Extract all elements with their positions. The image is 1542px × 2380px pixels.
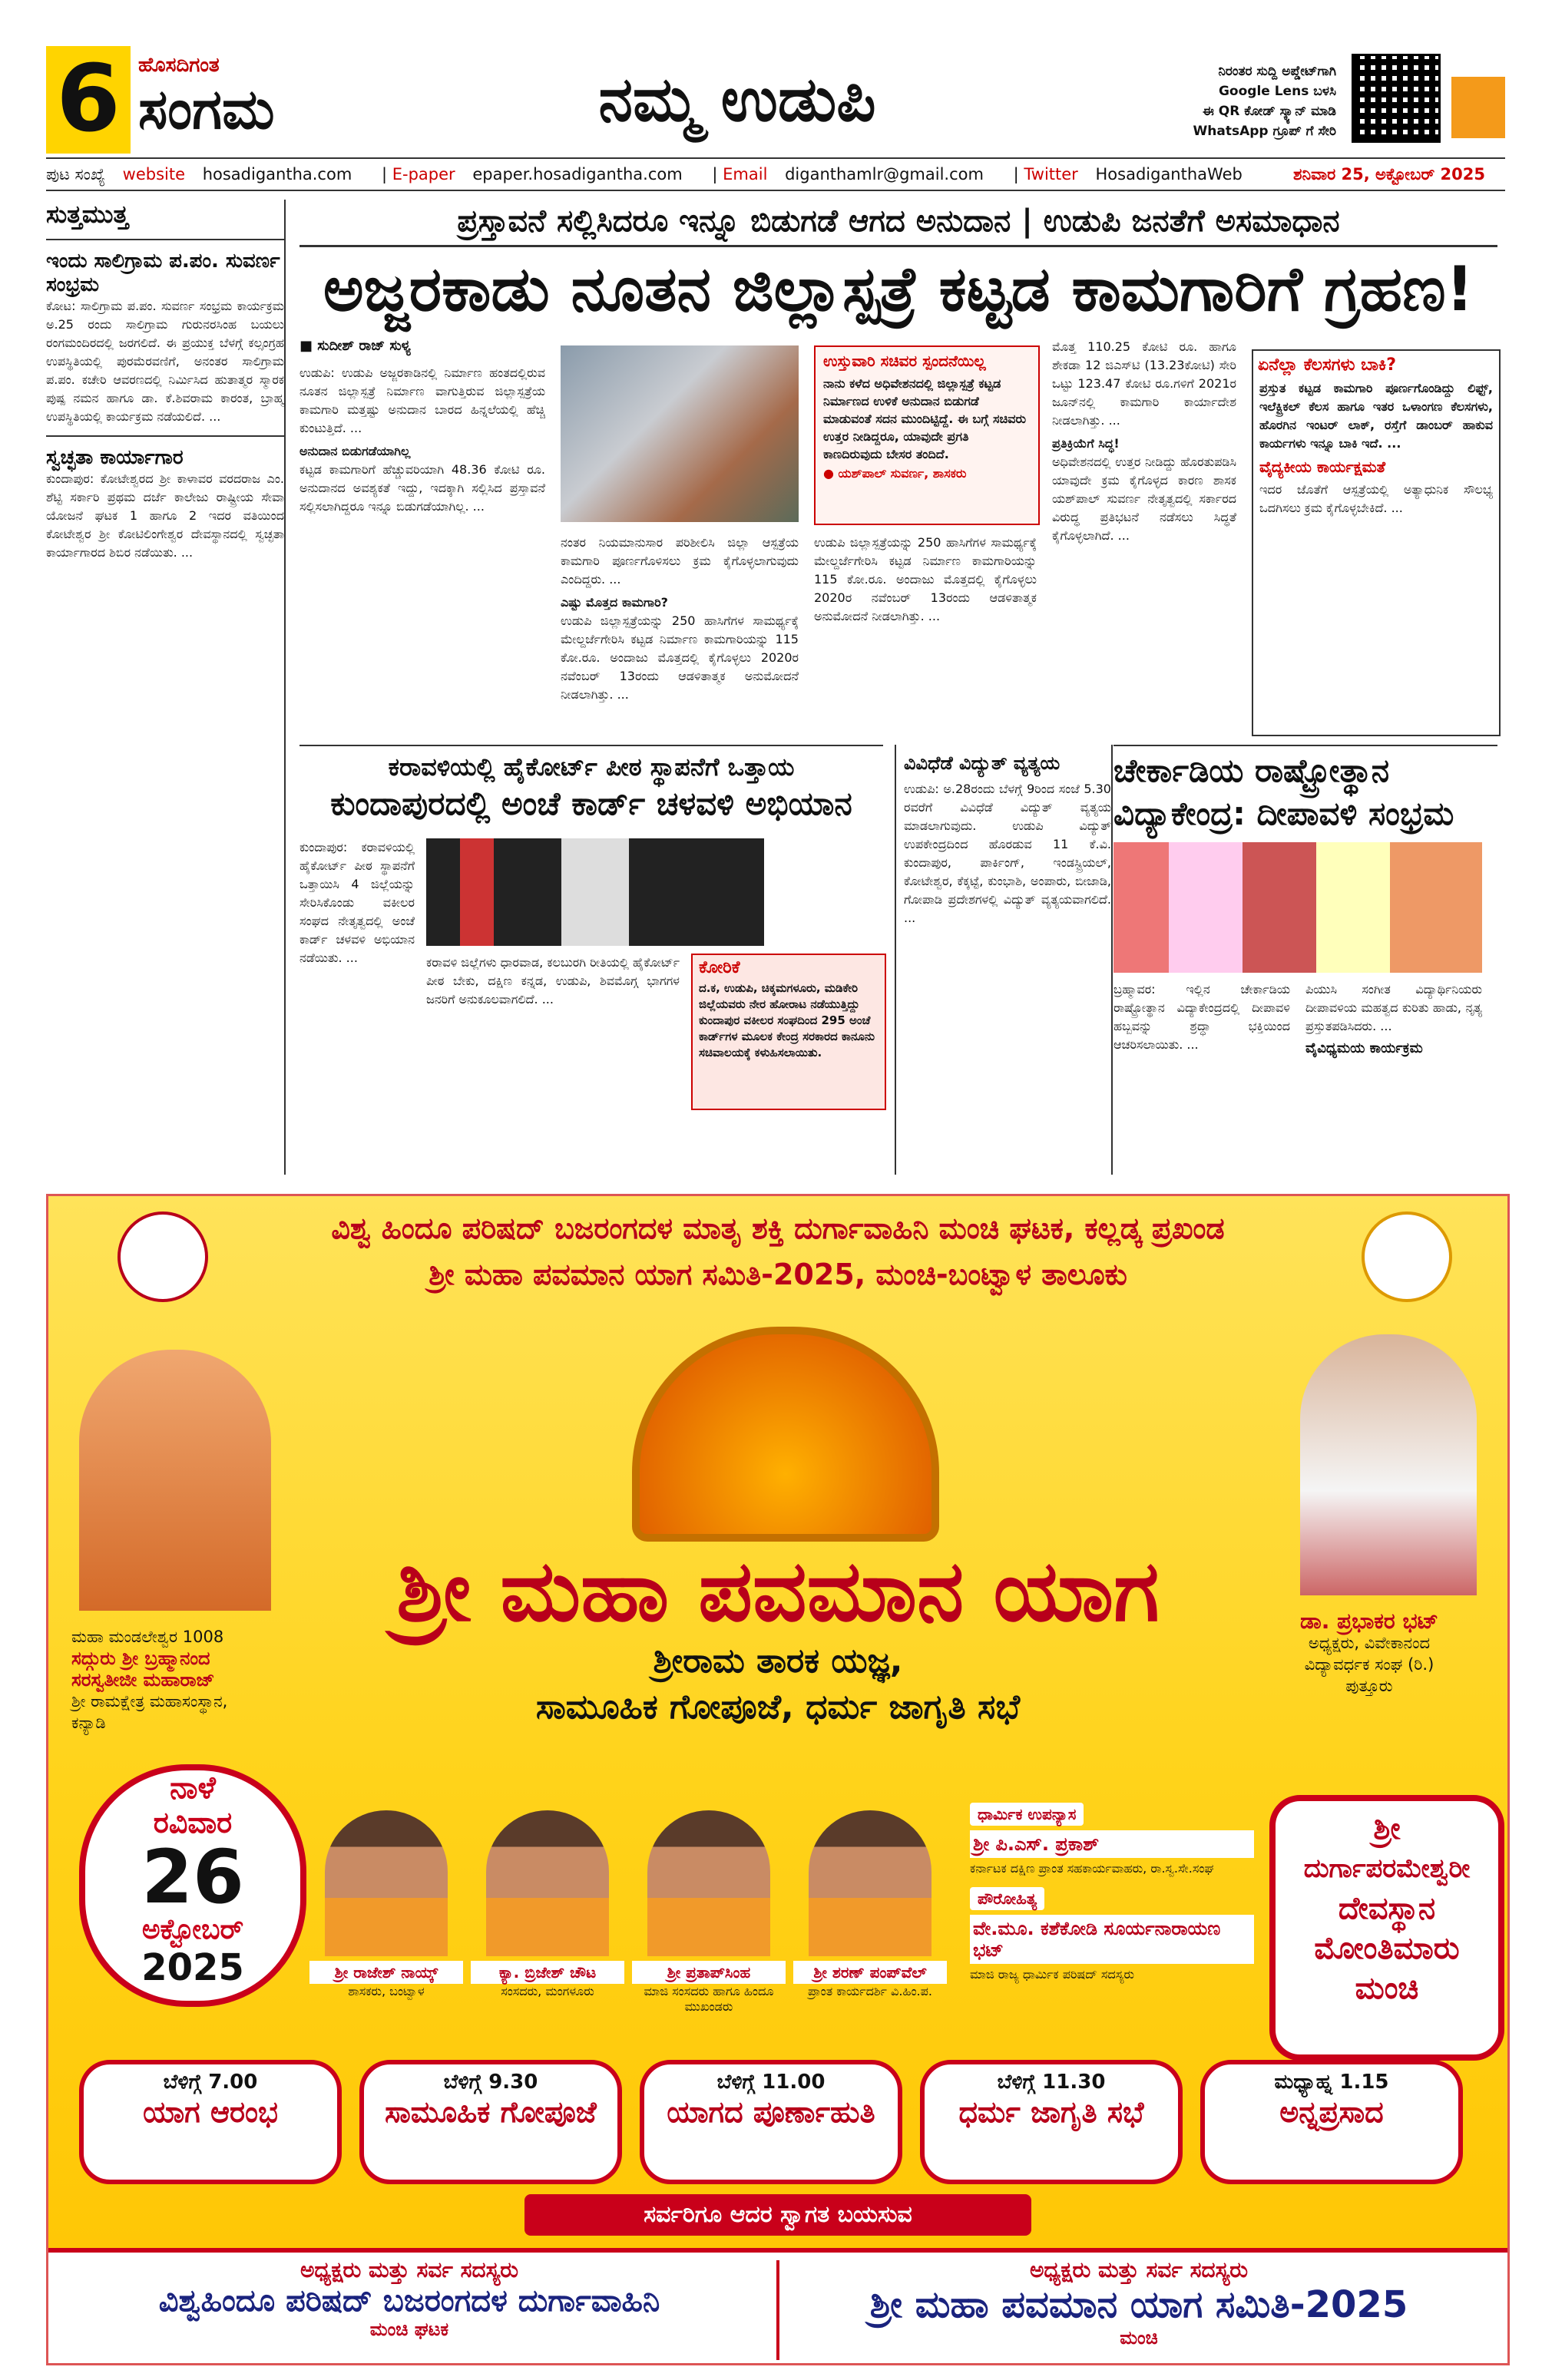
story-column <box>814 534 1037 626</box>
priest-name: ವೇ.ಮೂ. ಕಶೆಕೋಡಿ ಸೂರ್ಯನಾರಾಯಣ ಭಟ್ <box>970 1915 1254 1964</box>
ad-footer <box>48 2248 1507 2365</box>
ad-organizer: ವಿಶ್ವ ಹಿಂದೂ ಪರಿಷದ್ ಬಜರಂಗದಳ ಮಾತೃ ಶಕ್ತಿ ದುರ್ಗಾವಾಹಿನಿ ಮಂಚಿ ಘಟಕ, ಕಲ್ಲಡ್ಕ ಪ್ರಖಂಡ <box>331 1211 1225 1245</box>
year-label: 2025 <box>141 1946 244 1989</box>
venue-line: ಮಂಚಿ <box>1355 1971 1419 2006</box>
venue-line: ದುರ್ಗಾಪರಮೇಶ್ವರೀ <box>1303 1853 1471 1884</box>
info-bar: ಪುಟ ಸಂಖ್ಯೆ website hosadigantha.com | E-paper epaper.hosadigantha.com | Email diganthamlr@gmail.com | Twitter HosadiganthaWeb ಶನಿವಾರ 25, ಅಕ್ಟೋಬರ್ 2025 <box>46 157 1505 191</box>
guest-role: ಶಾಸಕರು, ಬಂಟ್ವಾಳ <box>348 1984 425 1998</box>
epaper-label: E-paper <box>392 165 455 183</box>
top-story-body <box>299 338 1236 737</box>
schedule-event: ಯಾಗ ಆರಂಭ <box>143 2095 278 2129</box>
schedule-item <box>920 2060 1183 2184</box>
left-column <box>46 200 286 1175</box>
venue-box <box>1269 1795 1504 2061</box>
footer-right <box>786 2253 1492 2365</box>
yaga-illustration <box>632 1327 939 1542</box>
schedule-time: ಬೆಳಿಗ್ಗೆ 7.00 <box>163 2071 258 2094</box>
caption-line: ವಿದ್ಯಾವರ್ಧಕ ಸಂಘ (ರಿ.) <box>1304 1655 1434 1674</box>
story-column <box>299 364 545 516</box>
story-subhead: ಎಷ್ಟು ಮೊತ್ತದ ಕಾಮಗಾರಿ? <box>561 595 668 610</box>
story-text: ಬ್ರಹ್ಮಾವರ: ಇಲ್ಲಿನ ಚೇರ್ಕಾಡಿಯ ರಾಷ್ಟ್ರೋತ್ಥಾನ ವಿದ್ಯಾಕೇಂದ್ರದಲ್ಲಿ ದೀಪಾವಳಿ ಹಬ್ಬವನ್ನು ಶ್ರದ್ಧಾ ಭಕ್ತಿಯಿಂದ ಆಚರಿಸಲಾಯಿತು. ... <box>1113 982 1290 1052</box>
footer-heading: ಅಧ್ಯಕ್ಷರು ಮತ್ತು ಸರ್ವ ಸದಸ್ಯರು <box>299 2257 519 2282</box>
byline: ■ ಸುದೀಶ್ ರಾಜ್ ಸುಳ್ಯ <box>299 338 411 354</box>
story-column <box>561 534 799 704</box>
advertisement <box>46 1194 1510 2365</box>
schedule-time: ಬೆಳಿಗ್ಗೆ 11.00 <box>716 2071 826 2094</box>
schedule-time: ಬೆಳಿಗ್ಗೆ 9.30 <box>443 2071 538 2094</box>
caption-line: ಅಧ್ಯಕ್ಷರು, ವಿವೇಕಾನಂದ <box>1308 1634 1431 1652</box>
guest-photo <box>486 1810 609 1956</box>
story-title: ಇಂದು ಸಾಲಿಗ್ರಾಮ ಪ.ಪಂ. ಸುವರ್ಣ ಸಂಭ್ರಮ <box>46 250 280 296</box>
reaction-quote: ನಾನು ಕಳೆದ ಅಧಿವೇಶನದಲ್ಲಿ ಜಿಲ್ಲಾಸ್ಪತ್ರೆ ಕಟ್ಟಡ ನಿರ್ಮಾಣದ ಉಳಿಕೆ ಅನುದಾನ ಬಿಡುಗಡೆ ಮಾಡುವಂತೆ ಸದನ ಮುಂದಿಟ್ಟಿದ್ದೆ. ಈ ಬಗ್ಗೆ ಸಚಿವರು ಉತ್ತರ ನೀಡಿದ್ದರೂ, ಯಾವುದೇ ಪ್ರಗತಿ ಕಾಣದಿರುವುದು ಬೇಸರ ತಂದಿದೆ. <box>823 376 1027 461</box>
schedule-item <box>359 2060 622 2184</box>
lawyers-photo <box>426 838 764 946</box>
ad-subtitle: ಶ್ರೀರಾಮ ತಾರಕ ಯಜ್ಞ, <box>653 1641 903 1681</box>
twitter-label: Twitter <box>1024 165 1078 183</box>
reaction-box <box>814 345 1040 525</box>
caption-line: ಡಾ. ಪ್ರಭಾಕರ ಭಟ್ <box>1300 1608 1438 1634</box>
story-title: ವಿವಿಧೆಡೆ ವಿದ್ಯುತ್ ವ್ಯತ್ಯಯ <box>904 752 1061 774</box>
schedule-time: ಮಧ್ಯಾಹ್ನ 1.15 <box>1274 2071 1389 2094</box>
priest-role: ಮಾಜಿ ರಾಜ್ಯ ಧಾರ್ಮಿಕ ಪರಿಷದ್ ಸದಸ್ಯರು <box>970 1967 1134 1982</box>
guest-name: ಶ್ರೀ ಪ್ರತಾಪ್‌ಸಿಂಹ <box>632 1961 786 1984</box>
page-number: 6 <box>46 46 131 154</box>
caption-line: ಶ್ರೀ ರಾಮಕ್ಷೇತ್ರ ಮಹಾಸಂಸ್ಥಾನ, <box>71 1692 228 1711</box>
qr-code-icon[interactable] <box>1352 54 1441 143</box>
welcome-banner: ಸರ್ವರಿಗೂ ಆದರ ಸ್ವಾಗತ ಬಯಸುವ <box>524 2194 1031 2236</box>
website-link[interactable]: hosadigantha.com <box>202 165 352 183</box>
story-body: ಉಡುಪಿ: ಅ.28ರಂದು ಬೆಳಗ್ಗೆ 9ರಿಂದ ಸಂಜೆ 5.30 ರವರೆಗೆ ವಿವಿಧೆಡೆ ವಿದ್ಯುತ್ ವ್ಯತ್ಯಯ ಮಾಡಲಾಗುವುದು. ಉಡುಪಿ ವಿದ್ಯುತ್ ಉಪಕೇಂದ್ರದಿಂದ ಹೊರಡುವ 11 ಕೆ.ವಿ. ಕುಂದಾಪುರ, ಪಾರ್ಕಿಂಗ್, ಇಂಡಸ್ಟ್ರಿಯಲ್, ಕೋಟೇಶ್ವರ, ಕೆಕ್ಕಟ್ಟೆ, ಕುಂಭಾಶಿ, ಅಂಪಾರು, ಬೀಜಾಡಿ, ಗೋಪಾಡಿ ಪ್ರದೇಶಗಳಲ್ಲಿ ವಿದ್ಯುತ್ ವ್ಯತ್ಯಯವಾಗಲಿದೆ. ... <box>904 782 1111 925</box>
diwali-photo <box>1113 842 1482 973</box>
guest-photo <box>647 1810 770 1956</box>
decor-block <box>1451 77 1505 138</box>
epaper-link[interactable]: epaper.hosadigantha.com <box>472 165 683 183</box>
story-text: ಕರಾವಳಿ ಜಿಲ್ಲೆಗಳು ಧಾರವಾಡ, ಕಲಬುರಗಿ ರೀತಿಯಲ್ಲಿ ಹೈಕೋರ್ಟ್ ಪೀಠ ಬೇಕು, ದಕ್ಷಿಣ ಕನ್ನಡ, ಉಡುಪಿ, ಶಿವಮೊಗ್ಗ ಭಾಗಗಳ ಜನರಿಗೆ ಅನುಕೂಲವಾಗಲಿದೆ. ... <box>426 955 680 1007</box>
box-body: ಇದರ ಜೊತೆಗೆ ಆಸ್ಪತ್ರೆಯಲ್ಲಿ ಅತ್ಯಾಧುನಿಕ ಸೌಲಭ್ಯ ಒದಗಿಸಲು ಕ್ರಮ ಕೈಗೊಳ್ಳಬೇಕಿದೆ. ... <box>1259 482 1493 515</box>
speaker-panel <box>970 1803 1254 2048</box>
brand-top: ಹೊಸದಿಗಂತ <box>138 54 220 77</box>
story-text: ಅಧಿವೇಶನದಲ್ಲಿ ಉತ್ತರ ನೀಡಿದ್ದು ಹೊರತುಪಡಿಸಿ ಯಾವುದೇ ಕ್ರಮ ಕೈಗೊಳ್ಳದ ಕಾರಣ ಶಾಸಕ ಯಶ್‌ಪಾಲ್ ಸುವರ್ಣ ನೇತೃತ್ವದಲ್ಲಿ ಸರ್ಕಾರದ ವಿರುದ್ಧ ಪ್ರತಿಭಟನೆ ನಡೆಸಲು ಸಿದ್ಧತೆ ಕೈಗೊಳ್ಳಲಾಗಿದೆ. ... <box>1052 455 1236 543</box>
caption-line: ಕನ್ಯಾಡಿ <box>71 1714 106 1732</box>
guest-name: ಶ್ರೀ ಶರಣ್ ಪಂಪ್‌ವೆಲ್ <box>793 1961 947 1984</box>
power-outage-story <box>895 745 1113 1175</box>
twitter-link[interactable]: HosadiganthaWeb <box>1095 165 1243 183</box>
schedule-time: ಬೆಳಿಗ್ಗೆ 11.30 <box>997 2071 1106 2094</box>
story-headline: ಕುಂದಾಪುರದಲ್ಲಿ ಅಂಚೆ ಕಾರ್ಡ್ ಚಳವಳಿ ಅಭಿಯಾನ <box>330 785 852 822</box>
box-body: ದ.ಕ, ಉಡುಪಿ, ಚಿಕ್ಕಮಗಳೂರು, ಮಡಿಕೇರಿ ಜಿಲ್ಲೆಯವರು ನೇರ ಹೋರಾಟ ನಡೆಯುತ್ತಿದ್ದು ಕುಂದಾಪುರ ವಕೀಲರ ಸಂಘದಿಂದ 295 ಅಂಚೆ ಕಾರ್ಡ್‌ಗಳ ಮೂಲಕ ಕೇಂದ್ರ ಸರಕಾರದ ಕಾನೂನು ಸಚಿವಾಲಯಕ್ಕೆ ಕಳುಹಿಸಲಾಯಿತು. <box>699 981 875 1059</box>
schedule-item <box>79 2060 342 2184</box>
schedule-event: ಸಾಮೂಹಿಕ ಗೋಪೂಜೆ <box>385 2095 597 2129</box>
ad-committee: ಶ್ರೀ ಮಹಾ ಪವಮಾನ ಯಾಗ ಸಮಿತಿ-2025, ಮಂಚಿ-ಬಂಟ್ವಾಳ ತಾಲೂಕು <box>429 1258 1127 1291</box>
story-headline: ಚೇರ್ಕಾಡಿಯ ರಾಷ್ಟ್ರೋತ್ಥಾನ <box>1113 752 1390 789</box>
schedule-event: ಧರ್ಮ ಜಾಗೃತಿ ಸಭೆ <box>958 2095 1144 2129</box>
speaker-role: ಕರ್ನಾಟಕ ದಕ್ಷಿಣ ಪ್ರಾಂತ ಸಹಕಾರ್ಯವಾಹರು, ರಾ.ಸ್ವ.ಸೇ.ಸಂಘ <box>970 1861 1214 1876</box>
section-title: ಸುತ್ತಮುತ್ತ <box>46 200 129 229</box>
schedule-item <box>1200 2060 1463 2184</box>
day-label: ರವಿವಾರ <box>153 1806 233 1840</box>
story-subhead: ವೈವಿಧ್ಯಮಯ ಕಾರ್ಯಕ್ರಮ <box>1305 1040 1423 1056</box>
masthead <box>46 46 1505 154</box>
divider <box>776 2260 779 2360</box>
story-subhead: ಅನುದಾನ ಬಿಡುಗಡೆಯಾಗಿಲ್ಲ <box>299 444 411 458</box>
caption-line: ಸದ್ಗುರು ಶ್ರೀ ಬ್ರಹ್ಮಾನಂದ <box>71 1648 210 1669</box>
footer-unit: ಮಂಚಿ ಘಟಕ <box>369 2319 449 2340</box>
footer-heading: ಅಧ್ಯಕ್ಷರು ಮತ್ತು ಸರ್ವ ಸದಸ್ಯರು <box>1029 2257 1249 2282</box>
story-body: ಕುಂದಾಪುರ: ಕೋಟೇಶ್ವರದ ಶ್ರೀ ಕಾಳಾವರ ವರದರಾಜ ಎಂ. ಶೆಟ್ಟಿ ಸರ್ಕಾರಿ ಪ್ರಥಮ ದರ್ಜೆ ಕಾಲೇಜು ರಾಷ್ಟ್ರೀಯ ಸೇವಾ ಯೋಜನೆ ಘಟಕ 1 ಹಾಗೂ 2 ಇದರ ವತಿಯಿಂದ ಕೋಟೇಶ್ವರ ಶ್ರೀ ಕೋಟಿಲಿಂಗೇಶ್ವರ ದೇವಸ್ಥಾನದಲ್ಲಿ ಸ್ವಚ್ಛತಾ ಕಾರ್ಯಾಗಾರದ ಶಿಬಿರ ನಡೆಯಿತು. ... <box>46 471 284 560</box>
tomorrow-label: ನಾಳೆ <box>170 1770 216 1806</box>
ad-subtitle: ಸಾಮೂಹಿಕ ಗೋಪೂಜೆ, ಧರ್ಮ ಜಾಗೃತಿ ಸಭೆ <box>535 1687 1021 1727</box>
speaker-name: ಶ್ರೀ ಪಿ.ಎಸ್. ಪ್ರಕಾಶ್ <box>970 1830 1254 1858</box>
guest-photo <box>325 1810 448 1956</box>
venue-line: ಶ್ರೀ <box>1373 1811 1401 1846</box>
email-label: Email <box>723 165 768 183</box>
caption-line: ಸರಸ್ವತೀಜೀ ಮಹಾರಾಜ್ <box>71 1669 215 1691</box>
guest-card <box>309 1810 463 1999</box>
top-story-headline: ಅಜ್ಜರಕಾಡು ನೂತನ ಜಿಲ್ಲಾಸ್ಪತ್ರೆ ಕಟ್ಟಡ ಕಾಮಗಾರಿಗೆ ಗ್ರಹಣ! <box>323 253 1474 325</box>
section-label: ಧಾರ್ಮಿಕ ಉಪನ್ಯಾಸ <box>970 1803 1084 1826</box>
story-text: ಕಟ್ಟಡ ಕಾಮಗಾರಿಗೆ ಹೆಚ್ಚುವರಿಯಾಗಿ 48.36 ಕೋಟಿ ರೂ. ಅನುದಾನದ ಅವಶ್ಯಕತೆ ಇದ್ದು, ಇದಕ್ಕಾಗಿ ಸಲ್ಲಿಸಿದ ಪ್ರಸ್ತಾವನೆ ಸಲ್ಲಿಸಲಾಗಿದ್ದರೂ ಇನ್ನೂ ಬಿಡುಗಡೆಯಾಗಿಲ್ಲ. ... <box>299 462 545 514</box>
box-body: ಪ್ರಸ್ತುತ ಕಟ್ಟಡ ಕಾಮಗಾರಿ ಪೂರ್ಣಗೊಂಡಿದ್ದು ಲಿಫ್ಟ್, ಇಲೆಕ್ಟ್ರಿಕಲ್ ಕೆಲಸ ಹಾಗೂ ಇತರ ಒಳಾಂಗಣ ಕೆಲಸಗಳು, ಹೊರಗಿನ ಇಂಟರ್ ಲಾಕ್, ರಸ್ತೆಗೆ ಡಾಂಬರ್ ಹಾಕುವ ಕಾರ್ಯಗಳು ಇನ್ನೂ ಬಾಕಿ ಇದೆ. ... <box>1259 381 1493 451</box>
section-label: ಪೌರೋಹಿತ್ಯ <box>970 1887 1044 1910</box>
guest-card <box>793 1810 947 1999</box>
guest-card <box>632 1810 786 2015</box>
venue-line: ಮೋಂತಿಮಾರು <box>1314 1931 1460 1966</box>
story-headline: ವಿದ್ಯಾಕೇಂದ್ರ: ದೀಪಾವಳಿ ಸಂಭ್ರಮ <box>1113 795 1454 832</box>
guest-role: ಮಾಜಿ ಸಂಸದರು ಹಾಗೂ ಹಿಂದೂ ಮುಖಂಡರು <box>644 1984 774 2014</box>
qr-line: ಈ QR ಕೋಡ್ ಸ್ಕ್ಯಾನ್ ಮಾಡಿ <box>1203 104 1336 119</box>
story-text: ಉಡುಪಿ: ಉಡುಪಿ ಅಜ್ಜರಕಾಡಿನಲ್ಲಿ ನಿರ್ಮಾಣ ಹಂತದಲ್ಲಿರುವ ನೂತನ ಜಿಲ್ಲಾಸ್ಪತ್ರೆ ನಿರ್ಮಾಣ ವಾಗುತ್ತಿರುವ ಜಿಲ್ಲಾಸ್ಪತ್ರೆಯ ಕಾಮಗಾರಿ ಮತ್ತಷ್ಟು ಅನುದಾನ ಬಾರದ ಹಿನ್ನಲೆಯಲ್ಲಿ ಹೆಚ್ಚಿ ಕುಂಟುತ್ತಿದೆ. ... <box>299 365 545 435</box>
edition-title: ನಮ್ಮ ಉಡುಪಿ <box>598 64 876 135</box>
qr-line: ನಿರಂತರ ಸುದ್ದಿ ಅಪ್ಡೇಟ್‌ಗಾಗಿ <box>1218 64 1336 79</box>
date-number: 26 <box>141 1834 244 1920</box>
qr-instructions <box>1098 61 1336 141</box>
story-text: ಕುಂದಾಪುರ: ಕರಾವಳಿಯಲ್ಲಿ ಹೈಕೋರ್ಟ್ ಪೀಠ ಸ್ಥಾಪನೆಗೆ ಒತ್ತಾಯಿಸಿ 4 ಜಿಲ್ಲೆಯನ್ನು ಸೇರಿಸಿಕೊಂಡು ವಕೀಲರ ಸಂಘದ ನೇತೃತ್ವದಲ್ಲಿ ಅಂಚೆ ಕಾರ್ಡ್ ಚಳವಳಿ ಅಭಿಯಾನ ನಡೆಯಿತು. ... <box>299 840 415 965</box>
month-label: ಅಕ್ಟೋಬರ್ <box>141 1914 244 1945</box>
story-text: ಮೊತ್ತ 110.25 ಕೋಟಿ ರೂ. ಹಾಗೂ ಶೇಕಡಾ 12 ಜಿಎಸ್‌ಟಿ (13.23ಕೋಟಿ) ಸೇರಿ ಒಟ್ಟು 123.47 ಕೋಟಿ ರೂ.ಗಳಿಗೆ 2021ರ ಜೂನ್‌ನಲ್ಲಿ ಕಾಮಗಾರಿ ಕಾರ್ಯಾದೇಶ ನೀಡಲಾಗಿತ್ತು. ... <box>1052 339 1236 428</box>
school-story <box>1113 745 1497 1176</box>
story-text: ನಂತರ ನಿಯಮಾನುಸಾರ ಪರಿಶೀಲಿಸಿ ಜಿಲ್ಲಾ ಆಸ್ಪತ್ರೆಯ ಕಾಮಗಾರಿ ಪೂರ್ಣಗೊಳಿಸಲು ಕ್ರಮ ಕೈಗೊಳ್ಳಲಾಗುವುದು ಎಂದಿದ್ದರು. ... <box>561 535 799 587</box>
ad-main-title: ಶ್ರೀ ಮಹಾ ಪವಮಾನ ಯಾಗ <box>396 1542 1160 1640</box>
schedule-event: ಅನ್ನಪ್ರಸಾದ <box>1279 2095 1384 2129</box>
guest-name: ಕ್ಯಾ. ಬ್ರಿಜೇಶ್ ಚೌಟ <box>471 1961 624 1984</box>
issue-date: ಶನಿವಾರ 25, ಅಕ್ಟೋಬರ್ 2025 <box>1293 165 1485 183</box>
box-title: ಏನೆಲ್ಲಾ ಕೆಲಸಗಳು ಬಾಕಿ? <box>1258 355 1396 375</box>
website-label: website <box>122 165 186 183</box>
reaction-title: ಉಸ್ತುವಾರಿ ಸಚಿವರ ಸ್ಪಂದನೆಯಿಲ್ಲ <box>823 352 986 370</box>
guest-role: ಸಂಸದರು, ಮಂಗಳೂರು <box>501 1984 594 1998</box>
box-title: ಕೋರಿಕೆ <box>699 958 740 977</box>
story-kicker: ಕರಾವಳಿಯಲ್ಲಿ ಹೈಕೋರ್ಟ್ ಪೀಠ ಸ್ಥಾಪನೆಗೆ ಒತ್ತಾಯ <box>388 752 795 782</box>
demand-box <box>691 954 886 1110</box>
qr-line: WhatsApp ಗ್ರೂಪ್ ಗೆ ಸೇರಿ <box>1193 124 1336 139</box>
court-story <box>299 745 883 1176</box>
story-text: ಉಡುಪಿ ಜಿಲ್ಲಾಸ್ಪತ್ರೆಯನ್ನು 250 ಹಾಸಿಗೆಗಳ ಸಾಮರ್ಥ್ಯಕ್ಕೆ ಮೇಲ್ದರ್ಜೆಗೇರಿಸಿ ಕಟ್ಟಡ ನಿರ್ಮಾಣ ಕಾಮಗಾರಿಯನ್ನು 115 ಕೋ.ರೂ. ಅಂದಾಜು ಮೊತ್ತದಲ್ಲಿ ಕೈಗೊಳ್ಳಲು 2020ರ ನವೆಂಬರ್ 13ರಂದು ಆಡಳಿತಾತ್ಮಕ ಅನುಮೋದನೆ ನೀಡಲಾಗಿತ್ತು. ... <box>814 535 1037 623</box>
footer-org: ಶ್ರೀ ಮಹಾ ಪವಮಾನ ಯಾಗ ಸಮಿತಿ-2025 <box>869 2283 1408 2326</box>
brand-main: ಸಂಗಮ <box>138 77 275 141</box>
email-link[interactable]: diganthamlr@gmail.com <box>785 165 984 183</box>
schedule-item <box>640 2060 902 2184</box>
event-date-box <box>79 1764 306 2007</box>
caption-line: ಮಹಾ ಮಂಡಲೇಶ್ವರ 1008 <box>71 1628 224 1646</box>
reaction-author: ● ಯಶ್‌ಪಾಲ್ ಸುವರ್ಣ, ಶಾಸಕರು <box>823 466 967 481</box>
story-text: ಉಡುಪಿ ಜಿಲ್ಲಾಸ್ಪತ್ರೆಯನ್ನು 250 ಹಾಸಿಗೆಗಳ ಸಾಮರ್ಥ್ಯಕ್ಕೆ ಮೇಲ್ದರ್ಜೆಗೇರಿಸಿ ಕಟ್ಟಡ ನಿರ್ಮಾಣ ಕಾಮಗಾರಿಯನ್ನು 115 ಕೋ.ರೂ. ಅಂದಾಜು ಮೊತ್ತದಲ್ಲಿ ಕೈಗೊಳ್ಳಲು 2020ರ ನವೆಂಬರ್ 13ರಂದು ಆಡಳಿತಾತ್ಮಕ ಅನುಮೋದನೆ ನೀಡಲಾಗಿತ್ತು. ... <box>561 613 799 702</box>
page-label: ಪುಟ ಸಂಖ್ಯೆ <box>46 165 105 183</box>
qr-line: Google Lens ಬಳಸಿ <box>1218 84 1336 99</box>
schedule-event: ಯಾಗದ ಪೂರ್ಣಾಹುತಿ <box>667 2095 875 2129</box>
pending-works-box <box>1252 349 1501 736</box>
guest-card <box>471 1810 624 1999</box>
story-body: ಕೋಟ: ಸಾಲಿಗ್ರಾಮ ಪ.ಪಂ. ಸುವರ್ಣ ಸಂಭ್ರಮ ಕಾರ್ಯಕ್ರಮ ಅ.25 ರಂದು ಸಾಲಿಗ್ರಾಮ ಗುರುನರಸಿಂಹ ಬಯಲು ರಂಗಮಂದಿರದಲ್ಲಿ ಜರಗಲಿದೆ. ಈ ಪ್ರಯುಕ್ತ ಬೆಳಗ್ಗೆ ಕಲ್ಸಂಗ್ರಹ ಉಪಸ್ಥಿತಿಯಲ್ಲಿ ಪುರಮೆರವಣಿಗೆ, ಅನಂತರ ಸಾಲಿಗ್ರಾಮ ಪ.ಪಂ. ಕಚೇರಿ ಆವರಣದಲ್ಲಿ ನಿರ್ಮಿಸಿದ ಹುತಾತ್ಮರ ಸ್ಮಾರಕ ಪುಷ್ಪ ನಮನ ಹಾಗೂ ಡಾ. ಕೆ.ಶಿವರಾಮ ಕಾರಂತ, ಬ್ರಾಹ್ಮ ಉಪಸ್ಥಿತಿಯಲ್ಲಿ ಕಾರ್ಯಕ್ರಮ ನಡೆಯಲಿದೆ. ... <box>46 299 284 424</box>
story-title: ಸ್ವಚ್ಛತಾ ಕಾರ್ಯಾಗಾರ <box>46 446 184 469</box>
hospital-photo <box>561 345 799 522</box>
footer-org: ವಿಶ್ವಹಿಂದೂ ಪರಿಷದ್ ಬಜರಂಗದಳ ದುರ್ಗಾವಾಹಿನಿ <box>158 2283 660 2319</box>
footer-unit: ಮಂಚಿ <box>1120 2327 1158 2349</box>
story-column <box>1052 338 1236 545</box>
venue-line: ದೇವಸ್ಥಾನ <box>1338 1891 1436 1926</box>
footer-left <box>64 2253 755 2365</box>
guest-role: ಪ್ರಾಂತ ಕಾರ್ಯದರ್ಶಿ ವಿ.ಹಿಂ.ಪ. <box>808 1984 932 1998</box>
box-subhead: ವೈದ್ಯಕೀಯ ಕಾರ್ಯಕ್ಷಮತೆ <box>1259 458 1386 476</box>
caption-line: ಪುತ್ತೂರು <box>1345 1677 1393 1695</box>
top-story-kicker: ಪ್ರಸ್ತಾವನೆ ಸಲ್ಲಿಸಿದರೂ ಇನ್ನೂ ಬಿಡುಗಡೆ ಆಗದ ಅನುದಾನ | ಉಡುಪಿ ಜನತೆಗೆ ಅಸಮಾಧಾನ <box>299 203 1497 247</box>
guest-photo <box>809 1810 931 1956</box>
story-text: ಪಿಯುಸಿ ಸಂಗೀತ ವಿದ್ಯಾರ್ಥಿನಿಯರು ದೀಪಾವಳಿಯ ಮಹತ್ವದ ಕುರಿತು ಹಾಡು, ನೃತ್ಯ ಪ್ರಸ್ತುತಪಡಿಸಿದರು. ... <box>1305 982 1482 1033</box>
story-subhead: ಪ್ರತಿಕ್ರಿಯೆಗೆ ಸಿದ್ಧ! <box>1052 436 1120 451</box>
guest-name: ಶ್ರೀ ರಾಜೇಶ್ ನಾಯ್ಕ್ <box>309 1961 463 1984</box>
